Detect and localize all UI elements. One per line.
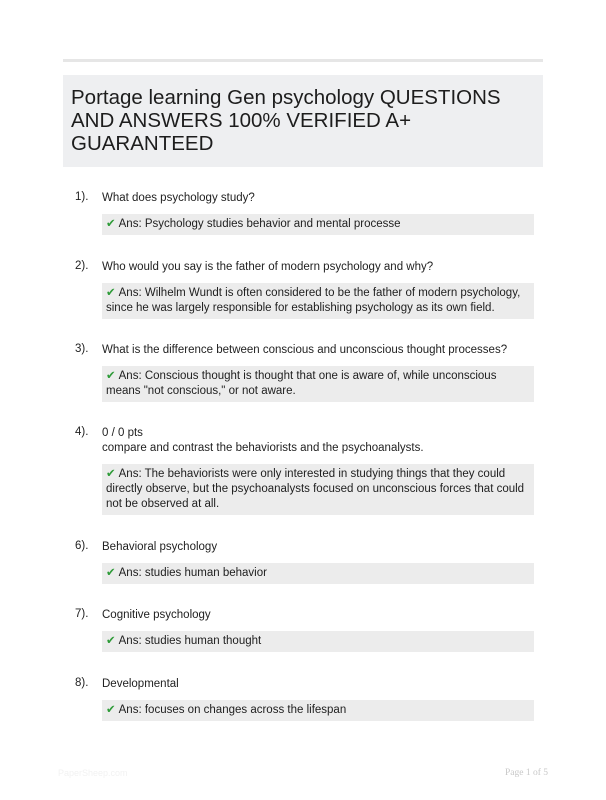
answer-box — [102, 464, 534, 515]
question-points: 0 / 0 pts — [102, 427, 143, 439]
answer-box — [102, 563, 534, 584]
answer-text: Ans: studies human behavior — [118, 567, 267, 579]
check-icon: ✔ — [106, 287, 116, 299]
question-item — [75, 191, 535, 235]
answer-text: Ans: The behaviorists were only interested in studying things that they could directly observe, but the psychoanalysts focused on unconscious forces that could not be observed at all. — [106, 468, 525, 510]
footer-watermark: PaperSheep.com — [58, 768, 128, 778]
question-item — [75, 343, 535, 402]
question-text: Cognitive psychology — [102, 609, 211, 621]
question-text: What does psychology study? — [102, 192, 255, 204]
question-text: compare and contrast the behaviorists and the psychoanalysts. — [102, 442, 424, 454]
answer-box — [102, 631, 534, 652]
answer-box — [102, 700, 534, 721]
question-item — [75, 608, 535, 652]
check-icon: ✔ — [106, 704, 116, 716]
answer-text: Ans: Wilhelm Wundt is often considered to be the father of modern psychology, since he was largely responsible for establishing psychology as its own field. — [106, 287, 521, 314]
question-number: 7). — [75, 608, 89, 620]
question-item — [75, 426, 535, 515]
answer-box — [102, 366, 534, 402]
question-number: 4). — [75, 426, 89, 438]
page-title: Portage learning Gen psychology QUESTIONS AND ANSWERS 100% VERIFIED A+ GUARANTEED — [71, 86, 501, 155]
question-text: Behavioral psychology — [102, 541, 218, 553]
question-number: 3). — [75, 343, 89, 355]
title-box — [63, 75, 543, 167]
answer-text: Ans: Conscious thought is thought that one is aware of, while unconscious means "not conscious," or not aware. — [106, 370, 497, 397]
question-number: 2). — [75, 260, 89, 272]
question-text: Who would you say is the father of modern psychology and why? — [102, 261, 434, 273]
answer-box — [102, 283, 534, 319]
check-icon: ✔ — [106, 370, 116, 382]
question-item — [75, 540, 535, 584]
question-text: Developmental — [102, 678, 179, 690]
answer-text: Ans: studies human thought — [118, 635, 262, 647]
question-number: 1). — [75, 191, 89, 203]
check-icon: ✔ — [106, 468, 116, 480]
question-number: 8). — [75, 677, 89, 689]
question-item — [75, 677, 535, 721]
answer-text: Ans: Psychology studies behavior and mental processe — [118, 218, 401, 230]
page-number: Page 1 of 5 — [504, 768, 548, 778]
question-item — [75, 260, 535, 319]
answer-box — [102, 214, 534, 235]
question-text: What is the difference between conscious and unconscious thought processes? — [102, 344, 508, 356]
question-number: 6). — [75, 540, 89, 552]
answer-text: Ans: focuses on changes across the lifespan — [118, 704, 347, 716]
check-icon: ✔ — [106, 635, 116, 647]
check-icon: ✔ — [106, 567, 116, 579]
check-icon: ✔ — [106, 218, 116, 230]
top-divider — [63, 59, 543, 62]
